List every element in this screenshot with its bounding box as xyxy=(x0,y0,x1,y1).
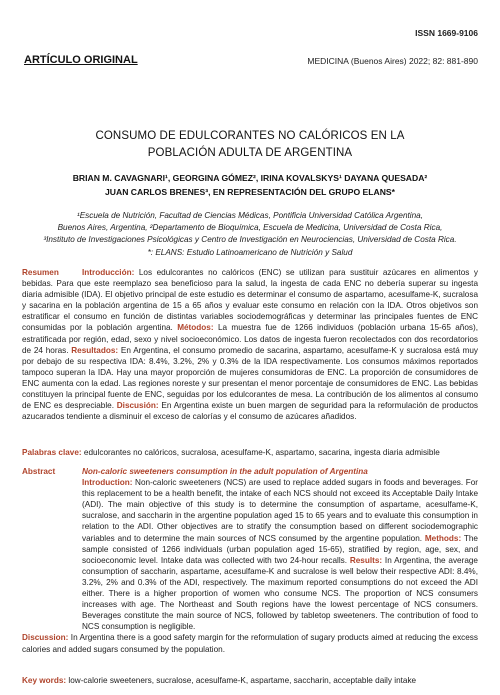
author-list xyxy=(30,172,470,199)
abstract-intro-label: Introduction: xyxy=(82,478,133,488)
resumen-intro-text: Los edulcorantes no calóricos (ENC) se utilizan para sustituir azúcares en alimentos y bebidas. Para que este reemplazo sea beneficioso para la salud, la ingesta de cada ENC no debería superar su ingesta diaria admisible (IDA). El objetivo principal de este estudio es determinar el consumo de aspartamo, acesulfame-K, sucralosa y sacarina en la población argentina de 15 a 65 años y evaluar este consumo en relación con la IDA. Otros objetivos son estratificar el consumo en función de distintas variables sociodemográficas y determinar las principales fuentes de ENC consumidas por la población argentina. xyxy=(22,268,478,333)
key-words-label: Key words: xyxy=(22,676,67,685)
abstract-discussion-label: Discussion: xyxy=(22,633,69,643)
palabras-clave-label: Palabras clave: xyxy=(22,448,82,457)
abstract-intro-text: Non-caloric sweeteners (NCS) are used to replace added sugars in foods and beverages. For this replacement to be a health benefit, the intake of each NCS should not exceed its Acceptable Daily Intake (ADI). The main objective of this study is to determine the consumption of aspartame, acesulfame-K, sucralose, and saccharin in the argentine population aged 15 to 65 years and to evaluate this consumption in relation to the ADI. Other objectives are to stratify the consumption based on different sociodemographic variables and to determine the main sources of NCS consumed by the argentine population. xyxy=(82,478,478,543)
authors-line-2: JUAN CARLOS BRENES³, EN REPRESENTACIÓN DEL GRUPO ELANS* xyxy=(105,186,395,197)
abstract-methods-text: The sample consisted of 1266 individuals (urban population aged 15-65), stratified by region, age, sex, and socioeconomic level. Intake data was collected with two 24-hour recalls. xyxy=(82,533,478,565)
resumen-results-label: Resultados: xyxy=(71,345,119,355)
abstract-results-label: Results: xyxy=(349,555,383,565)
resumen-intro-label: Introducción: xyxy=(82,268,135,277)
issn-number: ISSN 1669-9106 xyxy=(415,28,478,38)
title-line-2: POBLACIÓN ADULTA DE ARGENTINA xyxy=(147,147,353,159)
authors-line-1: BRIAN M. CAVAGNARI¹, GEORGINA GÓMEZ², IRINA KOVALSKYS¹ DAYANA QUESADA² xyxy=(72,173,428,183)
resumen-discussion-text: En Argentina existe un buen margen de seguridad para la reformulación de productos azucarados tendiente a disminuir el exceso de calorías y el consumo de azúcares añadidos. xyxy=(22,401,478,422)
abstract-methods-label: Methods: xyxy=(424,533,462,543)
journal-reference: MEDICINA (Buenos Aires) 2022; 82: 881-890 xyxy=(307,56,478,66)
abstract-label: Abstract xyxy=(22,467,56,476)
resumen-label: Resumen xyxy=(22,268,59,277)
affiliation-line-4: *: ELANS: Estudio Latinoamericano de Nutrición y Salud xyxy=(147,247,353,257)
abstract-results-text: In Argentina, the average consumption of saccharin, aspartame, acesulfame-K and sucralose is well below their respective ADI: 8.4%, 3.2%, 2% and 0.3% of the ADI, respectively. The maximum reported consumptions do not exceed the ADI either. There is a higher proportion of women who consume NCS. The proportion of NCS consumers increases with age. The Northeast and South regions have the lowest percentage of NCS consumers. Beverages constitute the main source of NCS, followed by tabletop sweeteners. The contribution of food to NCS consumption is negligible. xyxy=(82,555,478,632)
affiliation-line-2: Buenos Aires, Argentina, ²Departamento de Bioquímica, Escuela de Medicina, Universidad de Costa Rica, xyxy=(57,223,443,233)
key-words xyxy=(22,675,478,686)
key-words-text: low-calorie sweeteners, sucralose, acesulfame-K, aspartame, saccharin, acceptable daily intake xyxy=(66,676,417,685)
resumen-results-text: En Argentina, el consumo promedio de sacarina, aspartamo, acesulfame-K y sucralosa está muy por debajo de su respectiva IDA: 8.4%, 3.2%, 2% y 0.3% de la IDA respectivamente. Los consumos máximos reportados tampoco superan la IDA. Hay una mayor proporción de mujeres consumidoras de ENC. La proporción de consumidores de ENC aumenta con la edad. Las regiones noreste y sur presentan el menor porcentaje de consumidores de ENC. Las bebidas constituyen la principal fuente de ENC, seguidas por los edulcorantes de mesa. La contribución de los alimentos al consumo de ENC es despreciable. xyxy=(22,345,478,411)
resumen-discussion-label: Discusión: xyxy=(116,401,159,411)
article-title xyxy=(40,128,460,162)
affiliations xyxy=(28,210,472,259)
affiliation-line-3: ³Instituto de Investigaciones Psicológicas y Centro de Investigación en Neurociencias, Universidad de Costa Rica. xyxy=(43,235,457,245)
title-line-1: CONSUMO DE EDULCORANTES NO CALÓRICOS EN LA xyxy=(95,130,405,142)
affiliation-line-1: ¹Escuela de Nutrición, Facultad de Ciencias Médicas, Pontificia Universidad Católica Argentina, xyxy=(76,211,423,220)
resumen-methods-text: La muestra fue de 1266 individuos (población urbana 15-65 años), estratificada por región, edad, sexo y nivel socioeconómico. Los datos de ingesta fueron recolectados con dos recordatorios de 24 horas. xyxy=(22,323,478,355)
abstract-title: Non-caloric sweeteners consumption in the adult population of Argentina xyxy=(82,467,368,476)
resumen-methods-label: Métodos: xyxy=(177,323,214,333)
abstract-discussion-text: In Argentina there is a good safety margin for the reformulation of sugary products aimed at reducing the excess calories and added sugars consumed by the population. xyxy=(22,633,478,654)
palabras-clave-text: edulcorantes no calóricos, sucralosa, acesulfame-K, aspartamo, sacarina, ingesta diaria admisible xyxy=(81,448,440,457)
abstract-section xyxy=(22,466,478,655)
article-type-label: ARTÍCULO ORIGINAL xyxy=(24,54,138,66)
palabras-clave xyxy=(22,447,478,458)
resumen-section xyxy=(22,267,478,422)
article-header xyxy=(24,54,478,72)
